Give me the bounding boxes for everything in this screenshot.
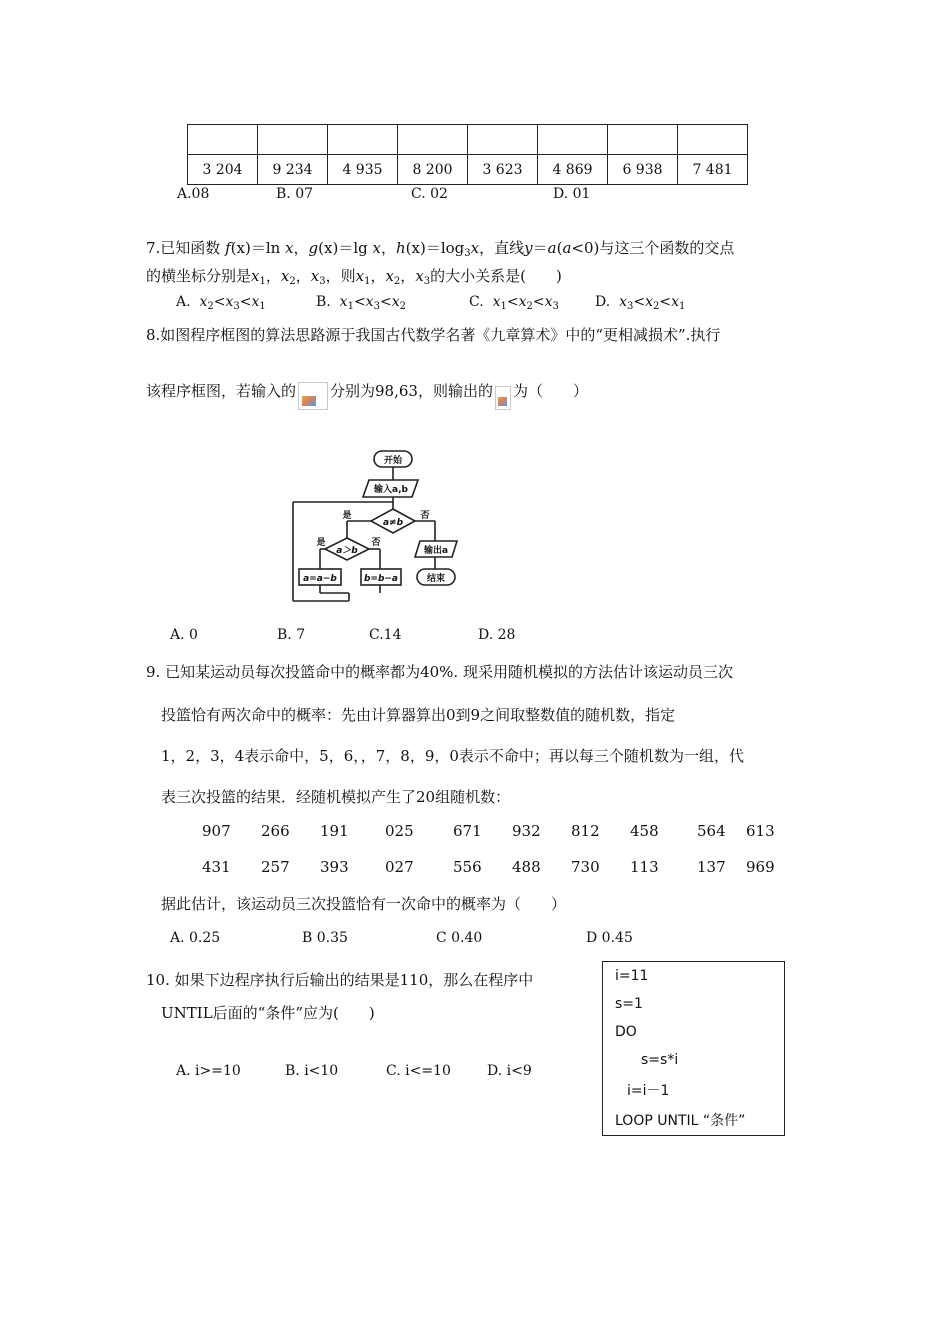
q9-line-3: 1，2，3，4表示命中，5，6，，7，8，9，0表示不命中；再以每三个随机数为一组，代: [161, 747, 744, 765]
code-line: s=s*i: [641, 1052, 679, 1068]
code-line: i=i－1: [627, 1083, 670, 1099]
broken-image-icon: [298, 382, 328, 410]
q7-option-d: D. $x_3<x_2<x_1$: [595, 294, 686, 312]
table-cell: [398, 125, 468, 155]
q10-option-b: B. i<10: [285, 1063, 339, 1079]
table-cell: 6 938: [608, 155, 678, 185]
table-row: [188, 155, 748, 185]
q6-option-d: D. 01: [553, 186, 591, 202]
random-number: 191: [320, 822, 349, 840]
flow-input-label: 输入a,b: [374, 485, 408, 495]
q9-option-c: C 0.40: [436, 930, 483, 946]
random-number: 969: [746, 858, 775, 876]
table-cell: [328, 125, 398, 155]
q6-option-b: B. 07: [276, 186, 314, 202]
random-number: 027: [385, 858, 414, 876]
table-cell: 3 204: [188, 155, 258, 185]
random-number: 613: [746, 822, 775, 840]
q8-line-2: 该程序框图，若输入的 分别为98,63，则输出的 为（ ）: [146, 380, 588, 410]
flow-cond1-label: a≠b: [382, 518, 404, 528]
random-number: 564: [697, 822, 726, 840]
q9-option-b: B 0.35: [302, 930, 348, 946]
random-number: 671: [453, 822, 482, 840]
q7-line-2: 的横坐标分别是$x_1$，$x_2$，$x_3$，则$x_1$，$x_2$，$x_3$的大小关系是( ): [146, 267, 562, 287]
q10-line-1: 10. 如果下边程序执行后输出的结果是110，那么在程序中: [146, 971, 534, 989]
table-row: [188, 125, 748, 155]
q7-option-c: C. $x_1<x_2<x_3$: [469, 294, 559, 312]
table-cell: 4 935: [328, 155, 398, 185]
table-cell: 3 623: [468, 155, 538, 185]
random-number: 137: [697, 858, 726, 876]
random-number: 730: [571, 858, 600, 876]
q9-line-2: 投篮恰有两次命中的概率：先由计算器算出0到9之间取整数值的随机数，指定: [161, 706, 676, 724]
q9-question: 据此估计，该运动员三次投篮恰有一次命中的概率为（ ）: [161, 895, 567, 913]
q10-option-a: A. i>=10: [176, 1063, 241, 1079]
q10-line-2: UNTIL后面的“条件”应为( ): [161, 1004, 375, 1022]
code-line: i=11: [615, 968, 649, 984]
table-cell: [538, 125, 608, 155]
flowchart: [285, 445, 470, 610]
flow-end-label: 结束: [426, 574, 446, 584]
table-cell: [678, 125, 748, 155]
random-number: 113: [630, 858, 659, 876]
random-number: 393: [320, 858, 349, 876]
flow-no2-label: 否: [371, 538, 381, 548]
q8-option-a: A. 0: [170, 627, 198, 643]
random-number: 932: [512, 822, 541, 840]
random-number: 907: [202, 822, 231, 840]
table-cell: 8 200: [398, 155, 468, 185]
random-number: 431: [202, 858, 231, 876]
q7-option-b: B. $x_1<x_3<x_2$: [316, 294, 406, 312]
q10-option-c: C. i<=10: [386, 1063, 451, 1079]
random-number: 257: [261, 858, 290, 876]
q8-option-d: D. 28: [478, 627, 516, 643]
flow-assign-a-label: a=a−b: [303, 574, 337, 584]
flow-cond2-label: a＞b: [336, 546, 358, 556]
q9-line-1: 9. 已知某运动员每次投篮命中的概率都为40%. 现采用随机模拟的方法估计该运动员三次: [146, 663, 733, 681]
random-number: 488: [512, 858, 541, 876]
table-cell: 7 481: [678, 155, 748, 185]
program-code-box: [602, 961, 785, 1136]
random-number: 266: [261, 822, 290, 840]
random-number: 812: [571, 822, 600, 840]
random-number: 025: [385, 822, 414, 840]
q8-option-c: C.14: [369, 627, 402, 643]
q7-option-a: A. $x_2<x_3<x_1$: [176, 294, 266, 312]
q6-option-c: C. 02: [411, 186, 448, 202]
flow-output-label: 输出a: [423, 546, 449, 556]
table-cell: [188, 125, 258, 155]
table-cell: [608, 125, 678, 155]
q7-line-1: 7.已知函数 f(x)＝ln x，g(x)＝lg x，$h(x)=\log_3x$，直线y＝a(a<0)与这三个函数的交点: [146, 239, 735, 259]
q8-line-1: 8.如图程序框图的算法思路源于我国古代数学名著《九章算术》中的“更相减损术”.执行: [146, 326, 721, 344]
table-cell: [468, 125, 538, 155]
table-cell: 4 869: [538, 155, 608, 185]
code-line: s=1: [615, 996, 643, 1012]
flow-yes2-label: 是: [316, 538, 326, 548]
q9-option-a: A. 0.25: [170, 930, 221, 946]
table-cell: 9 234: [258, 155, 328, 185]
random-number: 556: [453, 858, 482, 876]
flow-no1-label: 否: [420, 511, 430, 521]
code-line: DO: [615, 1024, 637, 1040]
broken-image-icon: [495, 386, 511, 410]
random-number: 458: [630, 822, 659, 840]
q9-line-4: 表三次投篮的结果．经随机模拟产生了20组随机数：: [161, 788, 511, 806]
q10-option-d: D. i<9: [487, 1063, 532, 1079]
q8-option-b: B. 7: [277, 627, 306, 643]
q6-option-a: A.08: [177, 186, 210, 202]
flow-assign-b-label: b=b−a: [363, 574, 399, 584]
q9-option-d: D 0.45: [586, 930, 633, 946]
random-number-table: [187, 124, 748, 185]
table-cell: [258, 125, 328, 155]
code-line: LOOP UNTIL “条件”: [615, 1113, 746, 1129]
flow-yes1-label: 是: [342, 511, 352, 521]
flow-start-label: 开始: [383, 456, 403, 466]
